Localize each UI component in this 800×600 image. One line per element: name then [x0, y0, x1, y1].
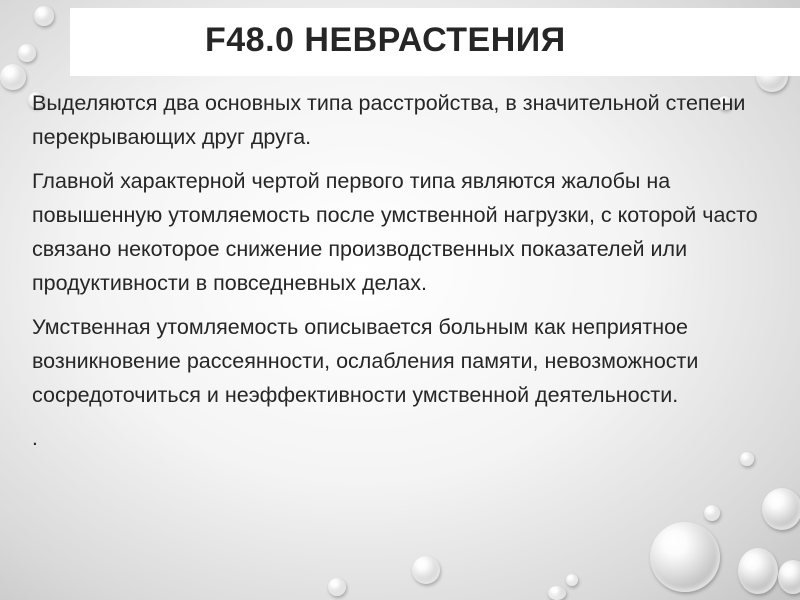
water-droplet-icon — [34, 6, 54, 26]
water-droplet-icon — [738, 548, 778, 594]
water-droplet-icon — [328, 578, 346, 596]
water-droplet-icon — [778, 560, 800, 594]
slide-body — [32, 86, 790, 456]
paragraph-first-type: Главной характерной чертой первого типа являются жалобы на повышенную утомляемость после умственной нагрузки, с которой часто связано некоторое снижение производственных показателей или продуктивности в повседневных делах. — [32, 169, 758, 295]
water-droplet-icon — [412, 556, 440, 584]
water-droplet-icon — [704, 505, 720, 521]
trailing-mark: . — [32, 427, 38, 450]
paragraph-intro: Выделяются два основных типа расстройства, в значительной степени перекрывающих друг друга. — [32, 91, 746, 149]
water-droplet-icon — [548, 586, 566, 600]
water-droplet-icon — [18, 44, 36, 62]
water-droplet-icon — [566, 574, 578, 586]
water-droplet-icon — [650, 522, 720, 592]
water-droplet-icon — [762, 488, 800, 530]
water-droplet-icon — [0, 64, 26, 90]
slide-title: F48.0 НЕВРАСТЕНИЯ — [205, 21, 566, 59]
paragraph-mental-fatigue: Умственная утомляемость описывается больным как неприятное возникновение рассеянности, ослабления памяти, невозможности сосредоточиться и неэффективности умственной деятельности. — [32, 315, 699, 407]
